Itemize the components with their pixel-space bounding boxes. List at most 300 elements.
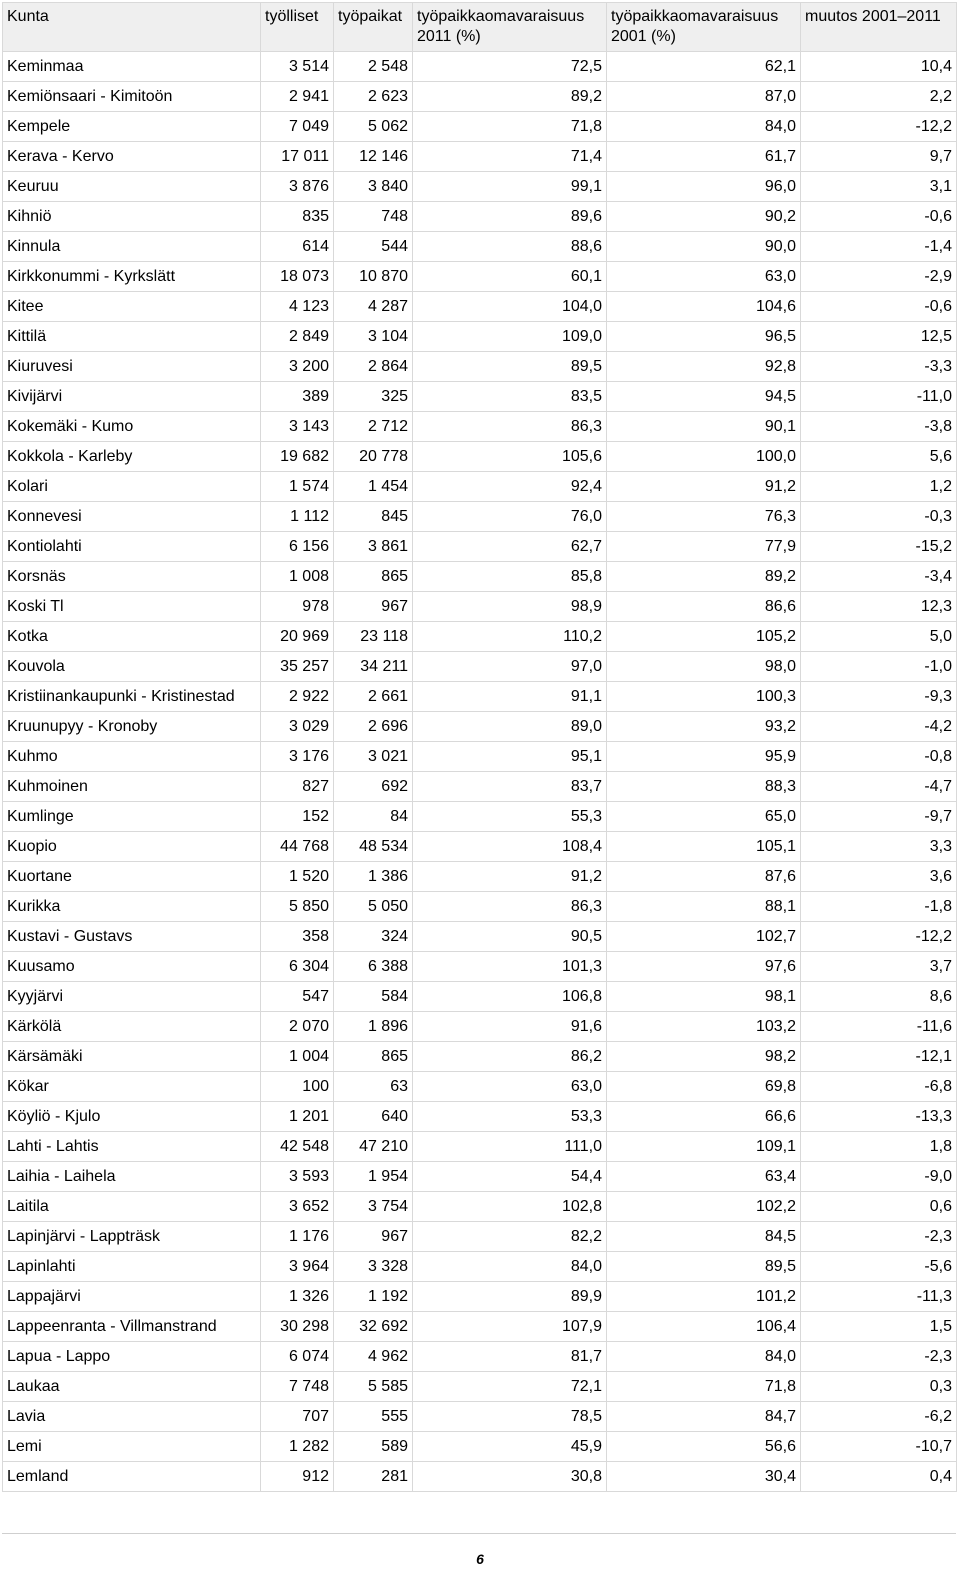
cell-muutos: 1,8 — [801, 1132, 957, 1162]
cell-kunta: Kokkola - Karleby — [3, 442, 261, 472]
cell-omavaraisuus-2001: 98,2 — [607, 1042, 801, 1072]
cell-omavaraisuus-2011: 71,4 — [413, 142, 607, 172]
cell-omavaraisuus-2011: 86,3 — [413, 892, 607, 922]
cell-tyopaikat: 48 534 — [334, 832, 413, 862]
cell-tyopaikat: 32 692 — [334, 1312, 413, 1342]
cell-muutos: -11,3 — [801, 1282, 957, 1312]
cell-kunta: Kustavi - Gustavs — [3, 922, 261, 952]
cell-tyopaikat: 555 — [334, 1402, 413, 1432]
cell-muutos: -12,1 — [801, 1042, 957, 1072]
table-row — [3, 412, 957, 442]
cell-omavaraisuus-2011: 89,0 — [413, 712, 607, 742]
cell-omavaraisuus-2001: 89,2 — [607, 562, 801, 592]
cell-tyopaikat: 1 386 — [334, 862, 413, 892]
cell-kunta: Kemiönsaari - Kimitoön — [3, 82, 261, 112]
cell-omavaraisuus-2001: 87,6 — [607, 862, 801, 892]
cell-tyolliset: 1 282 — [261, 1432, 334, 1462]
table-body — [3, 52, 957, 1492]
cell-omavaraisuus-2011: 84,0 — [413, 1252, 607, 1282]
table-row — [3, 1252, 957, 1282]
cell-tyopaikat: 967 — [334, 1222, 413, 1252]
cell-tyopaikat: 1 454 — [334, 472, 413, 502]
cell-tyopaikat: 1 954 — [334, 1162, 413, 1192]
cell-omavaraisuus-2001: 104,6 — [607, 292, 801, 322]
table-row — [3, 472, 957, 502]
cell-tyopaikat: 281 — [334, 1462, 413, 1492]
cell-omavaraisuus-2001: 90,2 — [607, 202, 801, 232]
cell-kunta: Kuhmo — [3, 742, 261, 772]
cell-omavaraisuus-2001: 56,6 — [607, 1432, 801, 1462]
cell-muutos: -1,0 — [801, 652, 957, 682]
table-row — [3, 1342, 957, 1372]
cell-tyolliset: 6 074 — [261, 1342, 334, 1372]
cell-tyopaikat: 3 754 — [334, 1192, 413, 1222]
cell-omavaraisuus-2011: 98,9 — [413, 592, 607, 622]
table-row — [3, 982, 957, 1012]
table-row — [3, 1432, 957, 1462]
cell-omavaraisuus-2011: 108,4 — [413, 832, 607, 862]
cell-kunta: Kumlinge — [3, 802, 261, 832]
cell-tyolliset: 1 574 — [261, 472, 334, 502]
cell-muutos: 3,3 — [801, 832, 957, 862]
cell-tyopaikat: 10 870 — [334, 262, 413, 292]
cell-omavaraisuus-2001: 105,1 — [607, 832, 801, 862]
cell-kunta: Kivijärvi — [3, 382, 261, 412]
table-row — [3, 532, 957, 562]
cell-muutos: 3,1 — [801, 172, 957, 202]
cell-omavaraisuus-2001: 98,0 — [607, 652, 801, 682]
cell-kunta: Kyyjärvi — [3, 982, 261, 1012]
table-header — [3, 3, 957, 52]
table-row — [3, 922, 957, 952]
cell-tyolliset: 835 — [261, 202, 334, 232]
cell-muutos: -12,2 — [801, 112, 957, 142]
cell-tyopaikat: 3 021 — [334, 742, 413, 772]
cell-omavaraisuus-2001: 63,4 — [607, 1162, 801, 1192]
table-row — [3, 1012, 957, 1042]
cell-omavaraisuus-2011: 30,8 — [413, 1462, 607, 1492]
table-row — [3, 502, 957, 532]
cell-kunta: Kihniö — [3, 202, 261, 232]
cell-tyolliset: 547 — [261, 982, 334, 1012]
cell-tyopaikat: 34 211 — [334, 652, 413, 682]
cell-omavaraisuus-2001: 105,2 — [607, 622, 801, 652]
cell-omavaraisuus-2001: 102,7 — [607, 922, 801, 952]
header-label-line: Kunta — [7, 8, 49, 25]
cell-tyopaikat: 544 — [334, 232, 413, 262]
cell-tyopaikat: 23 118 — [334, 622, 413, 652]
cell-tyolliset: 20 969 — [261, 622, 334, 652]
cell-tyolliset: 389 — [261, 382, 334, 412]
cell-omavaraisuus-2011: 72,1 — [413, 1372, 607, 1402]
cell-muutos: -11,6 — [801, 1012, 957, 1042]
cell-omavaraisuus-2011: 78,5 — [413, 1402, 607, 1432]
cell-omavaraisuus-2011: 71,8 — [413, 112, 607, 142]
cell-kunta: Laihia - Laihela — [3, 1162, 261, 1192]
cell-muutos: -0,6 — [801, 202, 957, 232]
cell-tyopaikat: 1 192 — [334, 1282, 413, 1312]
header-row — [3, 3, 957, 52]
cell-tyolliset: 707 — [261, 1402, 334, 1432]
table-row — [3, 1042, 957, 1072]
cell-tyopaikat: 3 104 — [334, 322, 413, 352]
cell-omavaraisuus-2011: 45,9 — [413, 1432, 607, 1462]
page-number: 6 — [476, 1551, 484, 1567]
cell-omavaraisuus-2001: 90,1 — [607, 412, 801, 442]
cell-tyolliset: 5 850 — [261, 892, 334, 922]
cell-omavaraisuus-2001: 88,1 — [607, 892, 801, 922]
cell-omavaraisuus-2001: 106,4 — [607, 1312, 801, 1342]
table-row — [3, 592, 957, 622]
cell-omavaraisuus-2001: 97,6 — [607, 952, 801, 982]
header-label-line: muutos 2001–2011 — [805, 8, 941, 25]
cell-tyolliset: 44 768 — [261, 832, 334, 862]
cell-kunta: Kittilä — [3, 322, 261, 352]
cell-muutos: -9,7 — [801, 802, 957, 832]
cell-omavaraisuus-2011: 92,4 — [413, 472, 607, 502]
cell-tyolliset: 2 922 — [261, 682, 334, 712]
cell-kunta: Lahti - Lahtis — [3, 1132, 261, 1162]
cell-kunta: Konnevesi — [3, 502, 261, 532]
cell-tyolliset: 7 049 — [261, 112, 334, 142]
cell-muutos: 3,7 — [801, 952, 957, 982]
cell-omavaraisuus-2011: 85,8 — [413, 562, 607, 592]
cell-muutos: 5,6 — [801, 442, 957, 472]
cell-tyopaikat: 325 — [334, 382, 413, 412]
cell-omavaraisuus-2001: 65,0 — [607, 802, 801, 832]
cell-omavaraisuus-2011: 89,9 — [413, 1282, 607, 1312]
cell-omavaraisuus-2011: 76,0 — [413, 502, 607, 532]
cell-omavaraisuus-2011: 83,7 — [413, 772, 607, 802]
cell-kunta: Kiuruvesi — [3, 352, 261, 382]
cell-omavaraisuus-2001: 103,2 — [607, 1012, 801, 1042]
cell-omavaraisuus-2001: 63,0 — [607, 262, 801, 292]
header-label-line: työpaikat — [338, 8, 403, 25]
table-row — [3, 232, 957, 262]
header-tyopaikat — [334, 3, 413, 52]
cell-omavaraisuus-2001: 61,7 — [607, 142, 801, 172]
cell-tyolliset: 18 073 — [261, 262, 334, 292]
cell-omavaraisuus-2001: 86,6 — [607, 592, 801, 622]
cell-tyopaikat: 967 — [334, 592, 413, 622]
cell-omavaraisuus-2011: 82,2 — [413, 1222, 607, 1252]
cell-omavaraisuus-2011: 99,1 — [413, 172, 607, 202]
cell-omavaraisuus-2001: 92,8 — [607, 352, 801, 382]
cell-kunta: Kempele — [3, 112, 261, 142]
table-row — [3, 382, 957, 412]
cell-omavaraisuus-2001: 91,2 — [607, 472, 801, 502]
table-row — [3, 1162, 957, 1192]
table-row — [3, 1372, 957, 1402]
cell-tyopaikat: 2 548 — [334, 52, 413, 82]
cell-muutos: 0,4 — [801, 1462, 957, 1492]
cell-tyolliset: 1 201 — [261, 1102, 334, 1132]
cell-kunta: Keuruu — [3, 172, 261, 202]
header-label-line: 2001 (%) — [611, 28, 676, 45]
cell-omavaraisuus-2001: 95,9 — [607, 742, 801, 772]
table-row — [3, 862, 957, 892]
cell-tyopaikat: 12 146 — [334, 142, 413, 172]
cell-tyolliset: 1 004 — [261, 1042, 334, 1072]
table-row — [3, 892, 957, 922]
cell-omavaraisuus-2011: 106,8 — [413, 982, 607, 1012]
table-row — [3, 82, 957, 112]
table-row — [3, 442, 957, 472]
cell-omavaraisuus-2011: 60,1 — [413, 262, 607, 292]
cell-kunta: Lappajärvi — [3, 1282, 261, 1312]
cell-omavaraisuus-2001: 100,0 — [607, 442, 801, 472]
cell-tyopaikat: 6 388 — [334, 952, 413, 982]
table-row — [3, 292, 957, 322]
table-row — [3, 1462, 957, 1492]
cell-omavaraisuus-2011: 91,6 — [413, 1012, 607, 1042]
cell-tyolliset: 6 156 — [261, 532, 334, 562]
table-row — [3, 652, 957, 682]
cell-muutos: -2,3 — [801, 1342, 957, 1372]
cell-tyolliset: 6 304 — [261, 952, 334, 982]
table-row — [3, 172, 957, 202]
cell-kunta: Kokemäki - Kumo — [3, 412, 261, 442]
cell-kunta: Kirkkonummi - Kyrkslätt — [3, 262, 261, 292]
cell-omavaraisuus-2001: 88,3 — [607, 772, 801, 802]
cell-muutos: 12,3 — [801, 592, 957, 622]
cell-muutos: 2,2 — [801, 82, 957, 112]
cell-tyolliset: 3 876 — [261, 172, 334, 202]
cell-tyolliset: 7 748 — [261, 1372, 334, 1402]
employment-self-sufficiency-table — [2, 2, 957, 1492]
cell-muutos: 1,2 — [801, 472, 957, 502]
employment-table-container — [2, 2, 956, 1492]
cell-kunta: Lappeenranta - Villmanstrand — [3, 1312, 261, 1342]
cell-omavaraisuus-2011: 102,8 — [413, 1192, 607, 1222]
table-row — [3, 832, 957, 862]
cell-omavaraisuus-2011: 111,0 — [413, 1132, 607, 1162]
cell-muutos: -0,8 — [801, 742, 957, 772]
cell-tyolliset: 3 143 — [261, 412, 334, 442]
cell-tyolliset: 19 682 — [261, 442, 334, 472]
cell-muutos: 1,5 — [801, 1312, 957, 1342]
cell-kunta: Laukaa — [3, 1372, 261, 1402]
cell-omavaraisuus-2001: 84,0 — [607, 112, 801, 142]
cell-omavaraisuus-2011: 55,3 — [413, 802, 607, 832]
header-label-line: työpaikkaomavaraisuus — [611, 8, 779, 25]
header-omavaraisuus-2011 — [413, 3, 607, 52]
cell-muutos: -3,3 — [801, 352, 957, 382]
cell-tyopaikat: 1 896 — [334, 1012, 413, 1042]
cell-tyopaikat: 3 861 — [334, 532, 413, 562]
cell-muutos: 3,6 — [801, 862, 957, 892]
cell-tyopaikat: 865 — [334, 1042, 413, 1072]
cell-muutos: -3,4 — [801, 562, 957, 592]
cell-omavaraisuus-2011: 89,6 — [413, 202, 607, 232]
cell-omavaraisuus-2011: 105,6 — [413, 442, 607, 472]
table-row — [3, 112, 957, 142]
cell-omavaraisuus-2011: 88,6 — [413, 232, 607, 262]
cell-tyolliset: 3 176 — [261, 742, 334, 772]
cell-kunta: Laitila — [3, 1192, 261, 1222]
cell-tyopaikat: 3 328 — [334, 1252, 413, 1282]
header-kunta — [3, 3, 261, 52]
cell-tyolliset: 3 514 — [261, 52, 334, 82]
cell-omavaraisuus-2001: 30,4 — [607, 1462, 801, 1492]
cell-muutos: -15,2 — [801, 532, 957, 562]
cell-tyopaikat: 47 210 — [334, 1132, 413, 1162]
cell-kunta: Lapinjärvi - Lappträsk — [3, 1222, 261, 1252]
table-row — [3, 742, 957, 772]
cell-tyolliset: 4 123 — [261, 292, 334, 322]
cell-omavaraisuus-2001: 93,2 — [607, 712, 801, 742]
cell-omavaraisuus-2001: 98,1 — [607, 982, 801, 1012]
table-row — [3, 772, 957, 802]
cell-kunta: Kärsämäki — [3, 1042, 261, 1072]
cell-tyopaikat: 2 864 — [334, 352, 413, 382]
cell-kunta: Kristiinankaupunki - Kristinestad — [3, 682, 261, 712]
cell-tyolliset: 1 520 — [261, 862, 334, 892]
table-row — [3, 1132, 957, 1162]
cell-tyolliset: 42 548 — [261, 1132, 334, 1162]
cell-muutos: 12,5 — [801, 322, 957, 352]
cell-tyopaikat: 63 — [334, 1072, 413, 1102]
cell-omavaraisuus-2011: 72,5 — [413, 52, 607, 82]
cell-muutos: 9,7 — [801, 142, 957, 172]
table-row — [3, 1282, 957, 1312]
cell-kunta: Kinnula — [3, 232, 261, 262]
cell-tyolliset: 35 257 — [261, 652, 334, 682]
cell-omavaraisuus-2011: 91,2 — [413, 862, 607, 892]
cell-tyopaikat: 865 — [334, 562, 413, 592]
cell-muutos: -10,7 — [801, 1432, 957, 1462]
table-row — [3, 262, 957, 292]
cell-omavaraisuus-2011: 101,3 — [413, 952, 607, 982]
header-label-line: työpaikkaomavaraisuus — [417, 8, 585, 25]
cell-kunta: Lapua - Lappo — [3, 1342, 261, 1372]
cell-kunta: Kuhmoinen — [3, 772, 261, 802]
cell-tyolliset: 3 593 — [261, 1162, 334, 1192]
cell-omavaraisuus-2001: 96,5 — [607, 322, 801, 352]
table-row — [3, 1312, 957, 1342]
cell-muutos: -0,6 — [801, 292, 957, 322]
cell-kunta: Keminmaa — [3, 52, 261, 82]
cell-kunta: Köyliö - Kjulo — [3, 1102, 261, 1132]
cell-omavaraisuus-2001: 84,0 — [607, 1342, 801, 1372]
cell-tyolliset: 3 652 — [261, 1192, 334, 1222]
table-row — [3, 1402, 957, 1432]
cell-omavaraisuus-2011: 89,5 — [413, 352, 607, 382]
cell-omavaraisuus-2001: 94,5 — [607, 382, 801, 412]
cell-tyolliset: 978 — [261, 592, 334, 622]
table-row — [3, 352, 957, 382]
cell-kunta: Kitee — [3, 292, 261, 322]
header-label-line: 2011 (%) — [417, 28, 481, 45]
cell-omavaraisuus-2001: 62,1 — [607, 52, 801, 82]
cell-kunta: Kuusamo — [3, 952, 261, 982]
cell-omavaraisuus-2001: 66,6 — [607, 1102, 801, 1132]
cell-omavaraisuus-2011: 107,9 — [413, 1312, 607, 1342]
cell-kunta: Kolari — [3, 472, 261, 502]
cell-kunta: Kärkölä — [3, 1012, 261, 1042]
table-row — [3, 52, 957, 82]
cell-muutos: 8,6 — [801, 982, 957, 1012]
cell-omavaraisuus-2011: 53,3 — [413, 1102, 607, 1132]
cell-kunta: Kotka — [3, 622, 261, 652]
header-muutos — [801, 3, 957, 52]
cell-omavaraisuus-2001: 87,0 — [607, 82, 801, 112]
cell-muutos: -13,3 — [801, 1102, 957, 1132]
cell-omavaraisuus-2011: 62,7 — [413, 532, 607, 562]
cell-omavaraisuus-2001: 84,7 — [607, 1402, 801, 1432]
table-row — [3, 712, 957, 742]
cell-muutos: -2,9 — [801, 262, 957, 292]
cell-tyolliset: 1 112 — [261, 502, 334, 532]
cell-kunta: Koski Tl — [3, 592, 261, 622]
table-row — [3, 202, 957, 232]
cell-tyolliset: 1 008 — [261, 562, 334, 592]
cell-kunta: Kontiolahti — [3, 532, 261, 562]
cell-omavaraisuus-2001: 109,1 — [607, 1132, 801, 1162]
cell-tyolliset: 2 070 — [261, 1012, 334, 1042]
cell-muutos: -5,6 — [801, 1252, 957, 1282]
table-row — [3, 1192, 957, 1222]
cell-kunta: Lemland — [3, 1462, 261, 1492]
cell-tyopaikat: 4 962 — [334, 1342, 413, 1372]
cell-kunta: Kökar — [3, 1072, 261, 1102]
cell-kunta: Kuortane — [3, 862, 261, 892]
cell-omavaraisuus-2001: 69,8 — [607, 1072, 801, 1102]
cell-kunta: Korsnäs — [3, 562, 261, 592]
cell-tyolliset: 152 — [261, 802, 334, 832]
cell-kunta: Kerava - Kervo — [3, 142, 261, 172]
cell-muutos: -6,8 — [801, 1072, 957, 1102]
cell-tyopaikat: 692 — [334, 772, 413, 802]
cell-omavaraisuus-2001: 71,8 — [607, 1372, 801, 1402]
cell-tyopaikat: 4 287 — [334, 292, 413, 322]
cell-muutos: -4,7 — [801, 772, 957, 802]
cell-omavaraisuus-2011: 104,0 — [413, 292, 607, 322]
cell-tyolliset: 2 941 — [261, 82, 334, 112]
cell-muutos: -4,2 — [801, 712, 957, 742]
cell-muutos: -2,3 — [801, 1222, 957, 1252]
cell-tyolliset: 100 — [261, 1072, 334, 1102]
cell-muutos: 10,4 — [801, 52, 957, 82]
cell-omavaraisuus-2001: 89,5 — [607, 1252, 801, 1282]
table-row — [3, 562, 957, 592]
cell-tyolliset: 358 — [261, 922, 334, 952]
table-row — [3, 952, 957, 982]
cell-muutos: -1,4 — [801, 232, 957, 262]
header-label-line: työlliset — [265, 8, 319, 25]
cell-omavaraisuus-2011: 86,3 — [413, 412, 607, 442]
header-omavaraisuus-2001 — [607, 3, 801, 52]
table-row — [3, 1102, 957, 1132]
cell-kunta: Kouvola — [3, 652, 261, 682]
cell-omavaraisuus-2001: 90,0 — [607, 232, 801, 262]
cell-kunta: Kurikka — [3, 892, 261, 922]
cell-tyopaikat: 2 623 — [334, 82, 413, 112]
cell-kunta: Lemi — [3, 1432, 261, 1462]
table-row — [3, 322, 957, 352]
cell-tyopaikat: 5 585 — [334, 1372, 413, 1402]
cell-tyolliset: 912 — [261, 1462, 334, 1492]
cell-muutos: -3,8 — [801, 412, 957, 442]
cell-tyopaikat: 2 712 — [334, 412, 413, 442]
cell-tyopaikat: 324 — [334, 922, 413, 952]
cell-kunta: Lavia — [3, 1402, 261, 1432]
cell-tyolliset: 1 326 — [261, 1282, 334, 1312]
cell-omavaraisuus-2011: 63,0 — [413, 1072, 607, 1102]
cell-omavaraisuus-2001: 96,0 — [607, 172, 801, 202]
cell-kunta: Lapinlahti — [3, 1252, 261, 1282]
cell-muutos: 0,3 — [801, 1372, 957, 1402]
